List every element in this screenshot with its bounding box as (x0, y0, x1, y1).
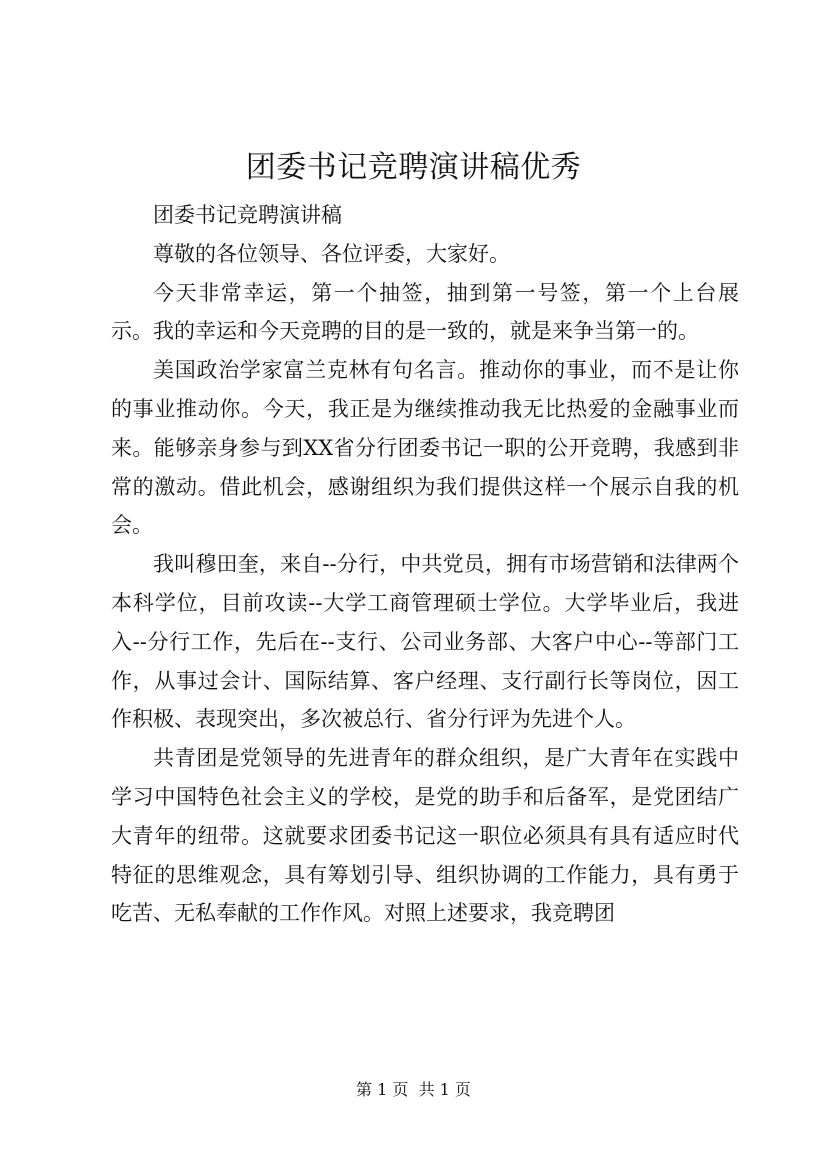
paragraph-greeting: 尊敬的各位领导、各位评委，大家好。 (153, 241, 510, 266)
paragraph: 美国政治学家富兰克林有句名言。推动你的事业，而不是让你的事业推动你。今天，我正是为继续推动我无比热爱的金融事业而来。能够亲身参与到XX省分行团委书记一职的公开竞聘，我感到非常的激动。借此机会，感谢组织为我们提供这样一个展示自我的机会。 (111, 358, 739, 538)
paragraph: 我叫穆田奎，来自--分行，中共党员，拥有市场营销和法律两个本科学位，目前攻读--大学工商管理硕士学位。大学毕业后，我进入--分行工作，先后在--支行、公司业务部、大客户中心--等部门工作，从事过会计、国际结算、客户经理、支行副行长等岗位，因工作积极、表现突出，多次被总行、省分行评为先进个人。 (111, 552, 739, 732)
document-body (111, 196, 739, 933)
document-title: 团委书记竞聘演讲稿优秀 (245, 150, 582, 185)
paragraph-subtitle: 团委书记竞聘演讲稿 (153, 203, 342, 227)
paragraph: 共青团是党领导的先进青年的群众组织，是广大青年在实践中学习中国特色社会主义的学校，是党的助手和后备军，是党团结广大青年的纽带。这就要求团委书记这一职位必须具有具有适应时代特征的思维观念，具有筹划引导、组织协调的工作能力，具有勇于吃苦、无私奉献的工作作风。对照上述要求，我竞聘团 (111, 746, 739, 926)
page-number-label: 第 1 页 共 1 页 (356, 1080, 471, 1099)
page-footer (0, 1078, 827, 1102)
paragraph: 今天非常幸运，第一个抽签，抽到第一号签，第一个上台展示。我的幸运和今天竞聘的目的是一致的，就是来争当第一的。 (111, 280, 739, 344)
